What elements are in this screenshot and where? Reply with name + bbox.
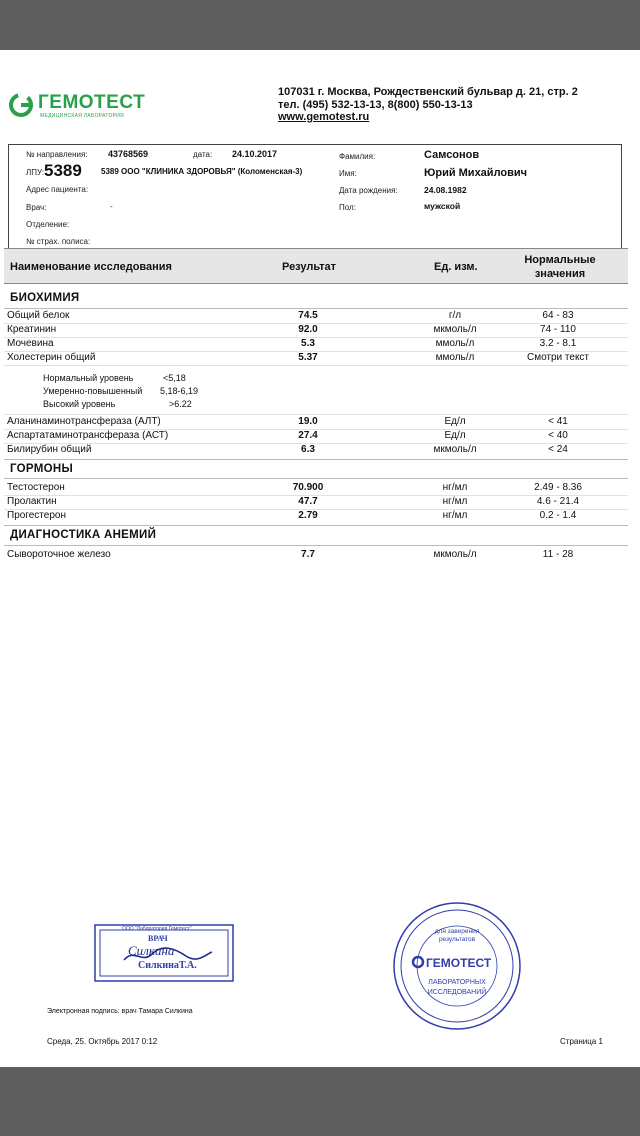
test-norm: 2.49 - 8.36 (534, 482, 582, 493)
test-norm: 0.2 - 1.4 (539, 510, 577, 521)
policy-label: № страх. полиса: (26, 237, 91, 246)
test-result: 92.0 (298, 324, 318, 335)
test-result: 5.37 (298, 352, 318, 363)
department-label: Отделение: (26, 220, 70, 229)
note-label: Умеренно-повышенный (43, 386, 143, 396)
test-norm: 64 - 83 (542, 310, 574, 321)
birth-label: Дата рождения: (339, 186, 398, 195)
section-divider (4, 308, 628, 309)
test-unit: мкмоль/л (433, 444, 477, 455)
row-divider (4, 365, 628, 366)
test-unit: мкмоль/л (433, 324, 477, 335)
test-unit: нг/мл (442, 510, 468, 521)
test-result: 19.0 (298, 416, 318, 427)
round-stamp-top-text: для заверения результатов (434, 928, 480, 943)
note-label: Нормальный уровень (43, 373, 134, 383)
test-name: Мочевина (7, 338, 54, 349)
page-number: Страница 1 (560, 1037, 603, 1046)
test-name: Прогестерон (7, 510, 66, 521)
test-result: 74.5 (298, 310, 318, 321)
lab-address: 107031 г. Москва, Рождественский бульвар д. 21, стр. 2 (278, 86, 578, 98)
test-unit: Ед/л (444, 430, 466, 441)
lab-phone: тел. (495) 532-13-13, 8(800) 550-13-13 (278, 99, 473, 111)
logo-name: ГЕМОТЕСТ (38, 92, 146, 113)
stamp-role: ВРАЧ (148, 934, 168, 943)
test-unit: ммоль/л (435, 338, 475, 349)
test-norm: 74 - 110 (540, 324, 576, 335)
note-value: <5,18 (163, 373, 186, 383)
test-unit: нг/мл (442, 482, 468, 493)
test-result: 70.900 (292, 482, 324, 493)
col-test-header: Наименование исследования (10, 261, 172, 273)
section-biochemistry: БИОХИМИЯ (10, 292, 80, 304)
patient-info-box (8, 144, 622, 248)
test-unit: нг/мл (442, 496, 468, 507)
test-name: Аспартатаминотрансфераза (АСТ) (7, 430, 169, 441)
test-norm: < 40 (548, 430, 568, 441)
test-name: Аланинаминотрансфераза (АЛТ) (7, 416, 161, 427)
print-datetime: Среда, 25. Октябрь 2017 0:12 (47, 1037, 158, 1046)
patient-name: Юрий Михайлович (424, 167, 528, 179)
address-label: Адрес пациента: (26, 185, 89, 194)
section-divider (4, 459, 628, 460)
name-label: Имя: (339, 169, 357, 178)
test-unit: ммоль/л (435, 352, 475, 363)
test-norm: < 24 (548, 444, 568, 455)
stamp-org: ООО "Лаборатория Гемотест" (122, 926, 192, 932)
referral-label: № направления: (26, 150, 88, 159)
stamp-doctor-name: СилкинаТ.А. (138, 960, 197, 971)
results-table-header (4, 248, 628, 284)
round-stamp-brand: ГЕМОТЕСТ (426, 956, 492, 970)
test-norm: 11 - 28 (542, 549, 574, 560)
col-unit-header: Ед. изм. (434, 261, 478, 273)
bottom-dark-band (0, 1067, 640, 1136)
section-anemia-diagnostics: ДИАГНОСТИКА АНЕМИЙ (10, 529, 157, 541)
section-divider (4, 545, 628, 546)
note-label: Высокий уровень (43, 399, 116, 409)
patient-surname: Самсонов (424, 149, 480, 161)
test-norm: 3.2 - 8.1 (539, 338, 577, 349)
col-norm-header-1: Нормальные (524, 254, 596, 266)
sex-label: Пол: (339, 203, 356, 212)
test-unit: мкмоль/л (433, 549, 477, 560)
surname-label: Фамилия: (339, 152, 376, 161)
test-name: Тестостерон (7, 482, 65, 493)
test-result: 27.4 (298, 430, 318, 441)
date-label: дата: (193, 150, 213, 159)
row-divider (4, 414, 628, 415)
logo-ring-icon (8, 92, 34, 118)
test-name: Креатинин (7, 324, 57, 335)
birth-date: 24.08.1982 (424, 185, 467, 195)
patient-sex: мужской (424, 201, 461, 211)
round-stamp-bottom-1: ЛАБОРАТОРНЫХ (428, 979, 486, 986)
test-result: 5.3 (301, 338, 315, 349)
top-dark-band (0, 0, 640, 50)
col-norm-header-2: значения (534, 268, 586, 280)
test-norm: Смотри текст (526, 352, 590, 363)
round-stamp-bottom-2: ИССЛЕДОВАНИЙ (427, 989, 487, 996)
note-value: >6.22 (169, 399, 192, 409)
doctor-value: - (110, 202, 113, 211)
test-name: Холестерин общий (7, 352, 96, 363)
doctor-stamp (94, 924, 234, 982)
test-name: Общий белок (7, 310, 70, 321)
test-result: 7.7 (301, 549, 315, 560)
test-unit: г/л (448, 310, 462, 321)
test-norm: < 41 (548, 416, 568, 427)
section-hormones: ГОРМОНЫ (10, 463, 74, 475)
referral-date: 24.10.2017 (232, 149, 278, 159)
electronic-signature: Электронная подпись: врач Тамара Силкина (47, 1008, 193, 1015)
doctor-signature: Силкина (128, 943, 175, 958)
col-result-header: Результат (282, 261, 337, 273)
gemotest-logo (8, 92, 158, 122)
test-norm: 4.6 - 21.4 (536, 496, 580, 507)
lab-report-page[interactable] (0, 50, 640, 1067)
test-unit: Ед/л (444, 416, 466, 427)
test-name: Пролактин (7, 496, 57, 507)
test-name: Сывороточное железо (7, 549, 111, 560)
test-result: 6.3 (301, 444, 315, 455)
referral-number: 43768569 (108, 149, 149, 159)
doctor-label: Врач: (26, 203, 47, 212)
test-name: Билирубин общий (7, 444, 92, 455)
test-result: 2.79 (298, 510, 318, 521)
lpu-label: ЛПУ: (26, 168, 45, 177)
section-divider (4, 478, 628, 479)
lab-website[interactable]: www.gemotest.ru (278, 111, 370, 123)
test-result: 47.7 (298, 496, 318, 507)
round-lab-stamp (392, 901, 522, 1031)
note-value: 5,18-6,19 (160, 386, 199, 396)
logo-subtitle: МЕДИЦИНСКАЯ ЛАБОРАТОРИЯ (40, 113, 125, 119)
lpu-name: 5389 ООО "КЛИНИКА ЗДОРОВЬЯ" (Коломенская-3) (101, 167, 303, 176)
lpu-code: 5389 (44, 161, 82, 180)
section-divider (4, 525, 628, 526)
